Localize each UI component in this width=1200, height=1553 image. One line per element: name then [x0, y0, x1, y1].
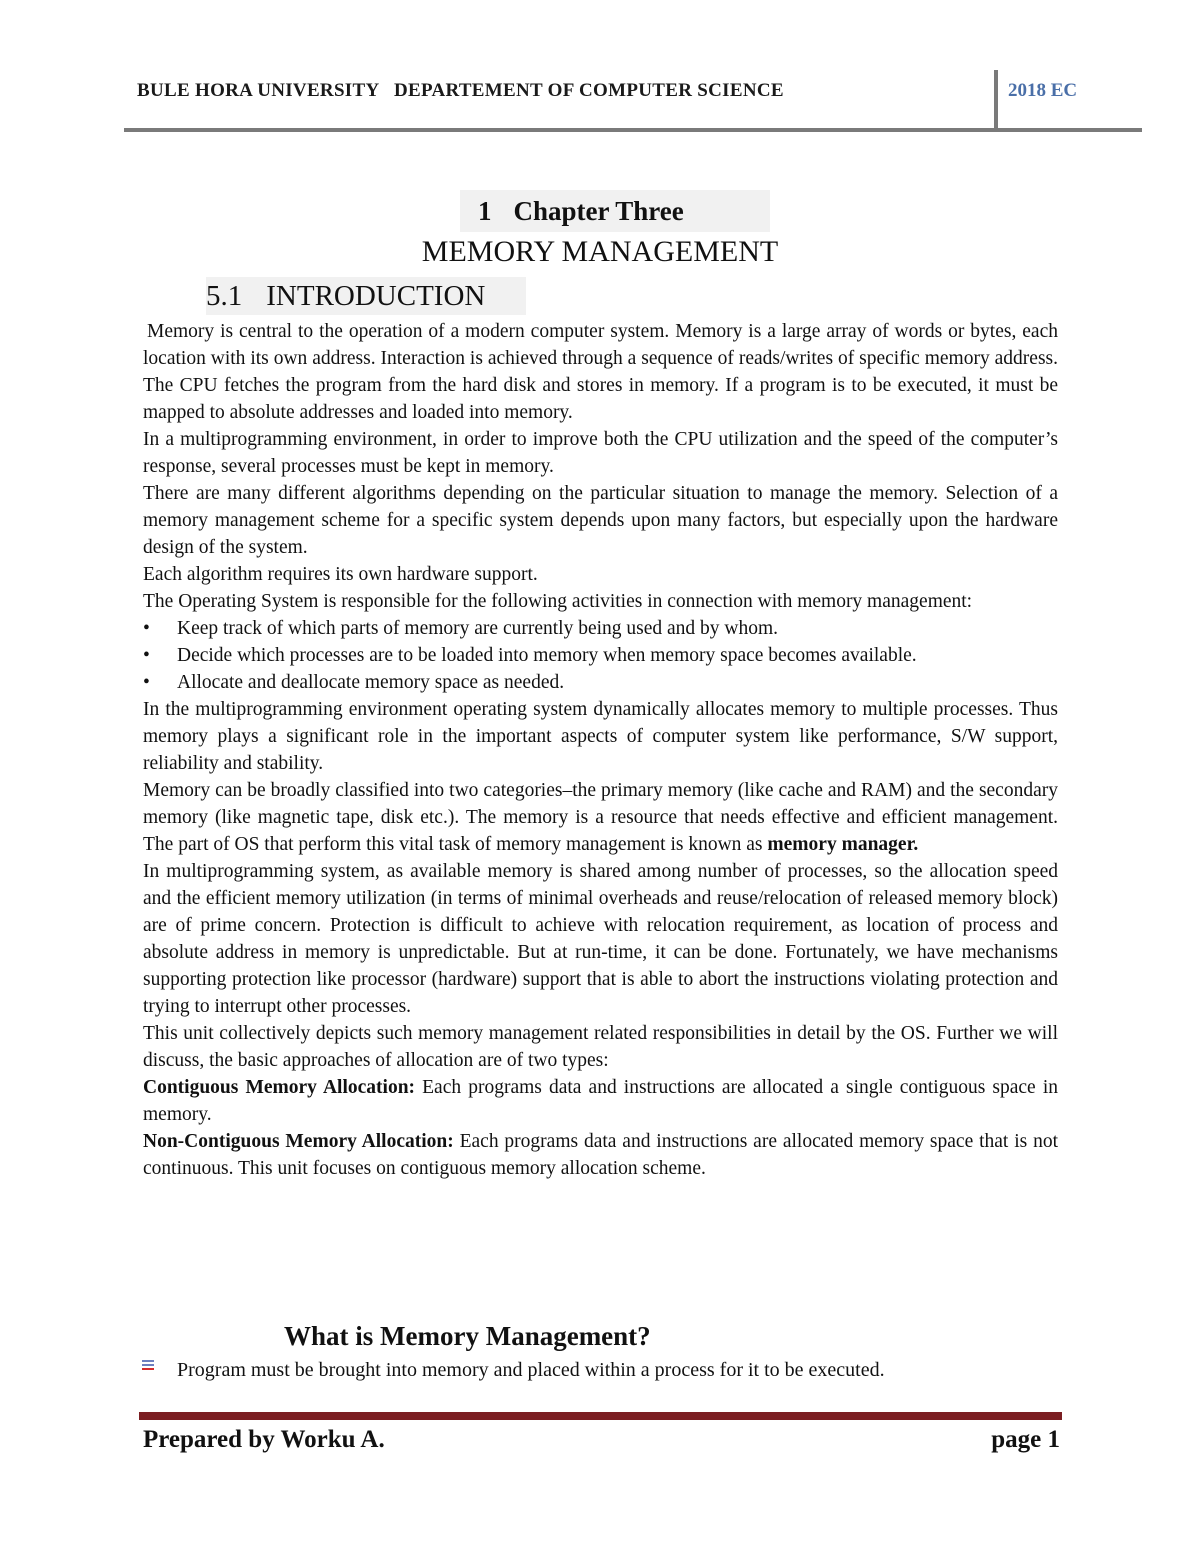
paragraph-text: Each programs data and instructions are allocated a single contiguous space in memory. — [143, 1077, 1058, 1125]
header-year: 2018 EC — [1008, 80, 1078, 101]
section-number: 5.1 — [206, 280, 243, 312]
chapter-heading — [460, 190, 770, 232]
footer-rule — [139, 1412, 1062, 1420]
what-is-line: Program must be brought into memory and placed within a process for it to be executed. — [177, 1359, 885, 1381]
chapter-title: Chapter Three — [513, 196, 684, 226]
header-rule — [124, 128, 1142, 132]
document-title: MEMORY MANAGEMENT — [421, 235, 779, 268]
paragraph: In multiprogramming system, as available memory is shared among number of processes, so the allocation speed and the efficient memory utilization (in terms of minimal overheads and reuse/relocation of released memory block) are of prime concern. Protection is difficult to achieve with relocation requirement, as location of process and absolute address in memory is unpredictable. But at run-time, it can be done. Fortunately, we have mechanisms supporting protection like processor (hardware) support that is able to abort the instructions violating protection and trying to interrupt other processes. — [143, 861, 1058, 1017]
paragraph: This unit collectively depicts such memory management related responsibilities in detail by the OS. Further we will discuss, the basic approaches of allocation are of two types: — [143, 1023, 1058, 1071]
university-name: BULE HORA UNIVERSITY — [137, 80, 379, 101]
list-item — [143, 669, 1058, 696]
bold-term: Contiguous Memory Allocation: — [143, 1077, 416, 1098]
header-divider — [994, 70, 998, 130]
body-text — [143, 318, 1058, 1182]
bullet-icon: • — [143, 672, 150, 693]
department-name: DEPARTEMENT OF COMPUTER SCIENCE — [393, 80, 784, 101]
bullet-icon: • — [143, 618, 150, 639]
footer-author: Prepared by Worku A. — [143, 1426, 385, 1453]
section-title: INTRODUCTION — [266, 280, 486, 312]
paragraph: The Operating System is responsible for the following activities in connection with memory management: — [143, 591, 973, 612]
list-item-text: Keep track of which parts of memory are currently being used and by whom. — [177, 618, 779, 639]
activity-list — [143, 615, 1058, 696]
paragraph — [143, 777, 1058, 858]
bold-term: memory manager. — [767, 834, 919, 855]
chapter-number: 1 — [478, 196, 492, 226]
paragraph — [143, 1074, 1058, 1128]
list-item-text: Allocate and deallocate memory space as needed. — [177, 672, 565, 693]
bullet-icon: • — [143, 645, 150, 666]
paragraph: Memory is central to the operation of a modern computer system. Memory is a large array of words or bytes, each location with its own address. Interaction is achieved through a sequence of reads/writes of specific memory address. The CPU fetches the program from the hard disk and stores in memory. If a program is to be executed, it must be mapped to absolute addresses and loaded into memory. — [143, 321, 1058, 423]
paragraph: Each algorithm requires its own hardware support. — [143, 564, 538, 585]
paragraph: There are many different algorithms depending on the particular situation to manage the memory. Selection of a memory management scheme for a specific system depends upon many factors, but especially upon the hardware design of the system. — [143, 483, 1058, 558]
list-item — [143, 642, 1058, 669]
section-heading — [206, 277, 526, 315]
paragraph: In the multiprogramming environment operating system dynamically allocates memory to multiple processes. Thus memory plays a significant role in the important aspects of computer system like performance, S/W support, reliability and stability. — [143, 699, 1058, 774]
paragraph-text: Memory can be broadly classified into two categories–the primary memory (like cache and RAM) and the secondary memory (like magnetic tape, disk etc.). The memory is a resource that needs effective and efficient management. The part of OS that perform this vital task of memory management is known as — [143, 780, 1058, 855]
bold-term: Non-Contiguous Memory Allocation: — [143, 1131, 454, 1152]
footer-page-number: page 1 — [991, 1426, 1060, 1453]
list-item-text: Decide which processes are to be loaded into memory when memory space becomes available. — [177, 645, 917, 666]
list-item — [143, 615, 1058, 642]
paragraph-text: Each programs data and instructions are allocated memory space that is not continuous. This unit focuses on contiguous memory allocation scheme. — [143, 1131, 1058, 1179]
running-header — [137, 80, 987, 102]
list-bullet-icon — [142, 1360, 154, 1376]
paragraph: In a multiprogramming environment, in order to improve both the CPU utilization and the speed of the computer’s response, several processes must be kept in memory. — [143, 429, 1058, 477]
paragraph — [143, 1128, 1058, 1182]
what-is-heading: What is Memory Management? — [284, 1321, 651, 1351]
